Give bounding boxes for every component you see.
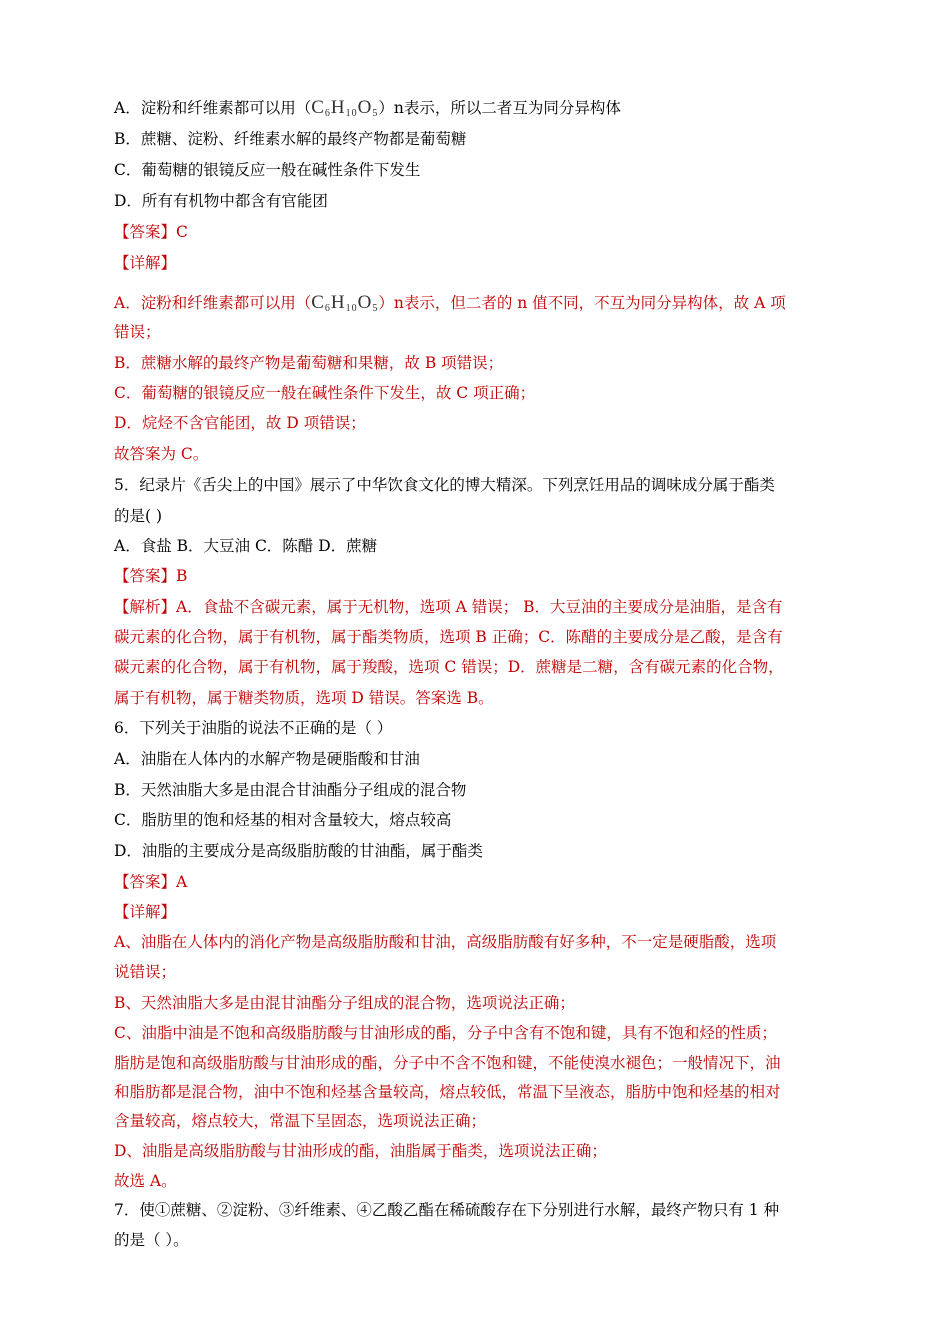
q6-explanation-line: 说错误； xyxy=(114,963,177,981)
q5-options: A．食盐 B．大豆油 C．陈醋 D．蔗糖 xyxy=(114,537,378,555)
q4-explanation-d: D．烷烃不含官能团，故 D 项错误； xyxy=(114,414,366,432)
q6-conclusion: 故选 A。 xyxy=(114,1172,177,1190)
q4-explanation-b: B．蔗糖水解的最终产物是葡萄糖和果糖，故 B 项错误； xyxy=(114,354,504,372)
q5-answer: 【答案】B xyxy=(114,567,188,585)
q5-analysis-line: 碳元素的化合物，属于有机物，属于羧酸，选项 C 错误；D．蔗糖是二糖，含有碳元素的化合物， xyxy=(114,658,784,676)
q4-detail-heading: 【详解】 xyxy=(114,254,177,272)
q4-explanation-c: C．葡萄糖的银镜反应一般在碱性条件下发生，故 C 项正确； xyxy=(114,384,536,402)
q7-stem-cont: 的是（ ）。 xyxy=(114,1231,189,1249)
q6-answer: 【答案】A xyxy=(114,873,188,891)
q6-option-d: D．油脂的主要成分是高级脂肪酸的甘油酯，属于酯类 xyxy=(114,842,483,860)
formula-c6h10o5: $C_6H_{10}O_5$ xyxy=(311,292,379,314)
q5-analysis-line: 属于有机物，属于糖类物质，选项 D 错误。答案选 B。 xyxy=(114,689,494,707)
q4-explanation-a-cont: 错误； xyxy=(114,323,161,341)
q4-option-a: A．淀粉和纤维素都可以用$(C_6H_{10}O_5)n$表示，所以二者互为同分异构体 xyxy=(114,97,621,119)
q5-stem-cont: 的是( ) xyxy=(114,507,163,525)
q6-explanation-line: A、油脂在人体内的消化产物是高级脂肪酸和甘油，高级脂肪酸有好多种，不一定是硬脂酸，选项 xyxy=(114,933,777,951)
q6-explanation-line: 脂肪是饱和高级脂肪酸与甘油形成的酯，分子中不含不饱和键，不能使溴水褪色；一般情况下，油 xyxy=(114,1054,781,1072)
q6-explanation-line: B、天然油脂大多是由混甘油酯分子组成的混合物，选项说法正确； xyxy=(114,994,575,1012)
q6-detail-heading: 【详解】 xyxy=(114,903,177,921)
q6-explanation-line: 和脂肪都是混合物，油中不饱和烃基含量较高，熔点较低，常温下呈液态，脂肪中饱和烃基的相对 xyxy=(114,1083,781,1101)
formula-c6h10o5: $C_6H_{10}O_5$ xyxy=(311,97,379,119)
q6-explanation-line: 含量较高，熔点较大，常温下呈固态，选项说法正确； xyxy=(114,1112,487,1130)
q6-explanation-line: D、油脂是高级脂肪酸与甘油形成的酯，油脂属于酯类，选项说法正确； xyxy=(114,1142,607,1160)
q4-option-c: C．葡萄糖的银镜反应一般在碱性条件下发生 xyxy=(114,161,421,179)
q4-answer: 【答案】C xyxy=(114,223,188,241)
q4-explanation-a: A．淀粉和纤维素都可以用$(C_6H_{10}O_5)n$表示，但二者的 n 值不同，不互为同分异构体，故 A 项 xyxy=(114,292,786,314)
q6-stem: 6．下列关于油脂的说法不正确的是（ ） xyxy=(114,719,393,737)
q6-option-a: A．油脂在人体内的水解产物是硬脂酸和甘油 xyxy=(114,750,420,768)
q6-explanation-line: C、油脂中油是不饱和高级脂肪酸与甘油形成的酯，分子中含有不饱和键，具有不饱和烃的性质； xyxy=(114,1024,777,1042)
q6-option-b: B．天然油脂大多是由混合甘油酯分子组成的混合物 xyxy=(114,781,467,799)
q5-analysis-line: 碳元素的化合物，属于有机物，属于酯类物质，选项 B 正确；C．陈醋的主要成分是乙酸，是含有 xyxy=(114,628,783,646)
q4-conclusion: 故答案为 C。 xyxy=(114,445,209,463)
q4-option-b: B．蔗糖、淀粉、纤维素水解的最终产物都是葡萄糖 xyxy=(114,130,467,148)
q5-stem: 5．纪录片《舌尖上的中国》展示了中华饮食文化的博大精深。下列烹饪用品的调味成分属于酯类 xyxy=(114,476,775,494)
q6-option-c: C．脂肪里的饱和烃基的相对含量较大，熔点较高 xyxy=(114,811,452,829)
q7-stem: 7．使①蔗糖、②淀粉、③纤维素、④乙酸乙酯在稀硫酸存在下分别进行水解，最终产物只有 1 种 xyxy=(114,1201,780,1219)
q5-analysis: 【解析】A．食盐不含碳元素，属于无机物，选项 A 错误； B．大豆油的主要成分是油脂，是含有 xyxy=(114,598,783,616)
q4-option-d: D．所有有机物中都含有官能团 xyxy=(114,192,328,210)
